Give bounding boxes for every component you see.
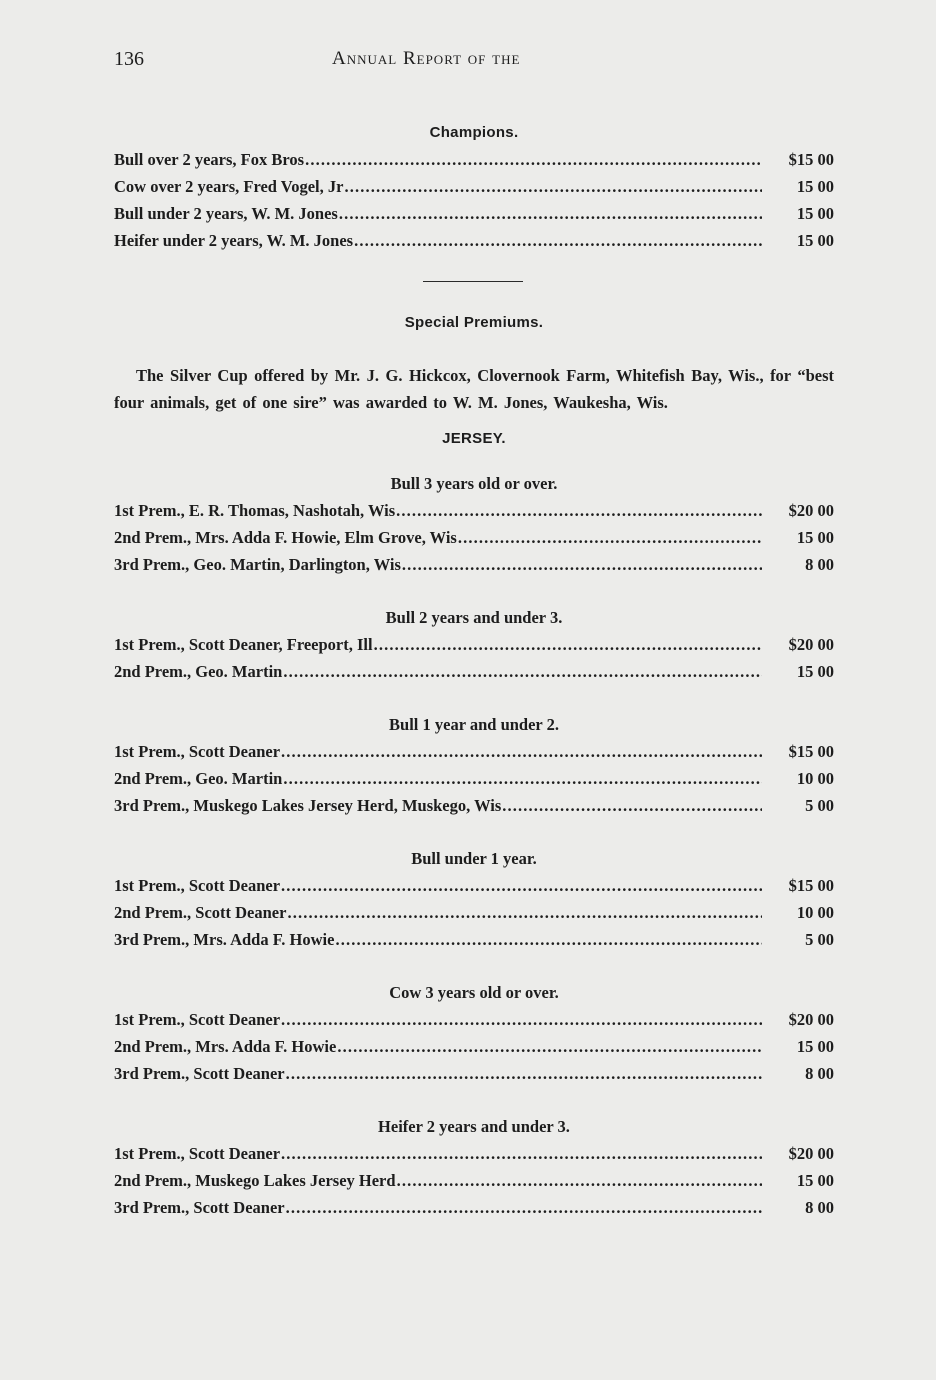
premium-row [114, 738, 834, 765]
dot-leader [339, 200, 762, 227]
class-title: Heifer 2 years and under 3. [378, 1117, 570, 1136]
champions-row [114, 173, 834, 200]
dot-leader [335, 926, 762, 953]
premium-row [114, 1006, 834, 1033]
entry-description: Bull over 2 years, Fox Bros [114, 150, 305, 169]
section-divider [114, 254, 834, 310]
entry-description: 1st Prem., Scott Deaner [114, 742, 281, 761]
champions-row [114, 227, 834, 254]
entry-amount: 8 00 [805, 1198, 834, 1217]
dot-leader [287, 899, 762, 926]
entry-description: Cow over 2 years, Fred Vogel, Jr [114, 177, 344, 196]
entry-amount: 8 00 [805, 555, 834, 574]
premium-row [114, 551, 834, 578]
entry-description: 2nd Prem., Muskego Lakes Jersey Herd [114, 1171, 396, 1190]
dot-leader [281, 1140, 762, 1167]
special-premiums-paragraph: The Silver Cup offered by Mr. J. G. Hickcox, Clovernook Farm, Whitefish Bay, Wis., for “best four animals, get of one sire” was awarded to W. M. Jones, Waukesha, Wis. [114, 366, 834, 412]
premium-row [114, 1060, 834, 1087]
premium-row [114, 792, 834, 819]
dot-leader [402, 551, 762, 578]
premium-row [114, 658, 834, 685]
entry-amount: $15 00 [788, 876, 834, 895]
entry-description: 1st Prem., Scott Deaner [114, 1144, 281, 1163]
premium-row [114, 1140, 834, 1167]
entry-amount: $20 00 [788, 1144, 834, 1163]
premium-row [114, 497, 834, 524]
premium-row [114, 899, 834, 926]
dot-leader [281, 738, 762, 765]
dot-leader [396, 497, 762, 524]
entry-amount: 10 00 [796, 769, 834, 788]
entry-amount: 15 00 [796, 662, 834, 681]
dot-leader [354, 227, 762, 254]
entry-description: 1st Prem., Scott Deaner [114, 1010, 281, 1029]
special-premiums-heading: Special Premiums. [404, 314, 544, 331]
dot-leader [281, 872, 762, 899]
dot-leader [283, 658, 762, 685]
entry-amount: $20 00 [788, 501, 834, 520]
premium-row [114, 765, 834, 792]
premium-row [114, 1033, 834, 1060]
entry-description: 2nd Prem., Geo. Martin [114, 662, 283, 681]
entry-amount: $20 00 [788, 635, 834, 654]
class-title: Bull 1 year and under 2. [389, 715, 559, 734]
dot-leader [283, 765, 762, 792]
entry-description: 1st Prem., Scott Deaner [114, 876, 281, 895]
class-title: Bull 3 years old or over. [390, 474, 558, 493]
page-content [114, 120, 834, 1221]
page-header [114, 48, 834, 78]
running-head: Annual Report of the [332, 48, 521, 69]
entry-amount: 15 00 [796, 204, 834, 223]
class-title: Bull under 1 year. [411, 849, 537, 868]
entry-description: Heifer under 2 years, W. M. Jones [114, 231, 354, 250]
dot-leader [286, 1060, 762, 1087]
premium-row [114, 1167, 834, 1194]
entry-description: 3rd Prem., Scott Deaner [114, 1064, 285, 1083]
entry-description: 1st Prem., Scott Deaner, Freeport, Ill [114, 635, 373, 654]
class-title: Cow 3 years old or over. [389, 983, 559, 1002]
dot-leader [337, 1033, 762, 1060]
champions-heading: Champions. [429, 124, 519, 141]
entry-amount: 15 00 [796, 177, 834, 196]
entry-description: 2nd Prem., Mrs. Adda F. Howie [114, 1037, 337, 1056]
entry-description: 3rd Prem., Geo. Martin, Darlington, Wis [114, 555, 401, 574]
premium-row [114, 926, 834, 953]
entry-amount: $15 00 [788, 150, 834, 169]
champions-row [114, 146, 834, 173]
dot-leader [305, 146, 762, 173]
dot-leader [281, 1006, 762, 1033]
class-title: Bull 2 years and under 3. [385, 608, 563, 627]
entry-description: Bull under 2 years, W. M. Jones [114, 204, 338, 223]
champions-row [114, 200, 834, 227]
premium-row [114, 524, 834, 551]
dot-leader [344, 173, 762, 200]
premium-row [114, 872, 834, 899]
entry-description: 3rd Prem., Scott Deaner [114, 1198, 285, 1217]
dot-leader [397, 1167, 762, 1194]
entry-amount: 5 00 [805, 796, 834, 815]
entry-description: 3rd Prem., Muskego Lakes Jersey Herd, Muskego, Wis [114, 796, 502, 815]
entry-amount: $15 00 [788, 742, 834, 761]
entry-description: 1st Prem., E. R. Thomas, Nashotah, Wis [114, 501, 396, 520]
entry-description: 2nd Prem., Mrs. Adda F. Howie, Elm Grove, Wis [114, 528, 457, 547]
dot-leader [458, 524, 762, 551]
entry-description: 3rd Prem., Mrs. Adda F. Howie [114, 930, 335, 949]
entry-amount: 5 00 [805, 930, 834, 949]
entry-description: 2nd Prem., Geo. Martin [114, 769, 283, 788]
entry-amount: 15 00 [796, 1037, 834, 1056]
premium-row [114, 1194, 834, 1221]
dot-leader [286, 1194, 762, 1221]
entry-amount: 8 00 [805, 1064, 834, 1083]
entry-description: 2nd Prem., Scott Deaner [114, 903, 287, 922]
entry-amount: 10 00 [796, 903, 834, 922]
entry-amount: $20 00 [788, 1010, 834, 1029]
dot-leader [502, 792, 762, 819]
entry-amount: 15 00 [796, 1171, 834, 1190]
page-number: 136 [114, 48, 144, 70]
premium-row [114, 631, 834, 658]
entry-amount: 15 00 [796, 528, 834, 547]
jersey-heading: JERSEY. [442, 430, 506, 447]
dot-leader [374, 631, 762, 658]
entry-amount: 15 00 [796, 231, 834, 250]
